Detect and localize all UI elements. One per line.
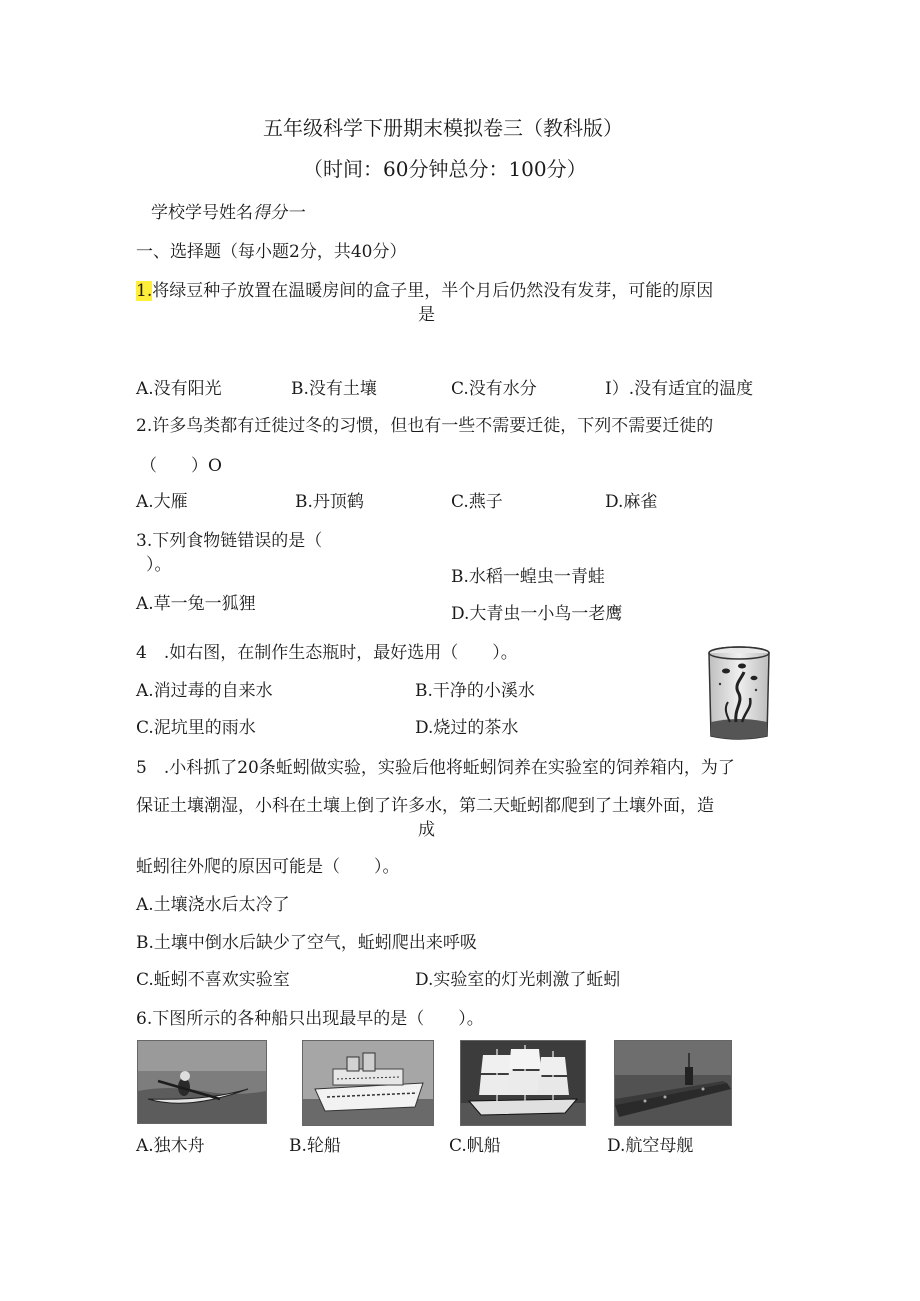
q6-option-b: B.轮船 (289, 1136, 341, 1156)
question-5-line3: 蚯蚓往外爬的原因可能是（ ）。 (136, 857, 400, 877)
q6-option-a: A.独木舟 (136, 1136, 205, 1156)
q5-option-b: B.土壤中倒水后缺少了空气，蚯蚓爬出来呼吸 (136, 933, 477, 953)
question-1-text: 将绿豆种子放置在温暖房间的盒子里，半个月后仍然没有发芽，可能的原因 (152, 281, 714, 301)
score-field: 得分一 (253, 203, 304, 223)
q4-option-b: B.干净的小溪水 (415, 681, 535, 701)
q2-option-b: B.丹顶鹤 (295, 492, 364, 512)
info-line (151, 205, 304, 222)
question-6-text: 6.下图所示的各种船只出现最早的是（ ）。 (136, 1009, 484, 1029)
steamship-image (302, 1040, 434, 1126)
question-5-line2: 保证土壤潮湿，小科在土壤上倒了许多水，第二天蚯蚓都爬到了土壤外面，造 (136, 796, 714, 816)
q4-option-c: C.泥坑里的雨水 (136, 718, 256, 738)
q1-option-b: B.没有土壤 (291, 379, 377, 399)
canoe-image (137, 1040, 267, 1124)
question-1-number: 1. (136, 281, 153, 301)
q3-option-d: D.大青虫一小鸟一老鹰 (451, 604, 623, 624)
q3-option-a: A.草一兔一狐狸 (136, 594, 256, 614)
question-3-text: 3.下列食物链错误的是（ (136, 531, 323, 551)
q4-option-d: D.烧过的茶水 (415, 718, 519, 738)
q2-option-d: D.麻雀 (605, 492, 658, 512)
aircraft-carrier-image (614, 1040, 732, 1126)
question-3-text-cont: ）。 (146, 555, 172, 575)
q5-option-c: C.蚯蚓不喜欢实验室 (136, 970, 290, 990)
question-4-text: 4 .如右图，在制作生态瓶时，最好选用（ ）。 (136, 643, 518, 663)
question-2-text: 2.许多鸟类都有迁徙过冬的习惯，但也有一些不需要迁徙，下列不需要迁徙的 (136, 416, 714, 436)
q5-option-a: A.土壤浇水后太冷了 (136, 895, 290, 915)
q4-option-a: A.消过毒的自来水 (136, 681, 273, 701)
q2-option-c: C.燕子 (451, 492, 503, 512)
question-1 (136, 283, 713, 300)
q6-option-d: D.航空母舰 (607, 1136, 694, 1156)
q1-option-a: A.没有阳光 (136, 379, 222, 399)
sailing-ship-image (460, 1040, 586, 1126)
info-fields: 学校学号姓名 (151, 203, 253, 223)
question-5-line1: 5 .小科抓了20条蚯蚓做实验，实验后他将蚯蚓饲养在实验室的饲养箱内，为了 (136, 758, 735, 778)
q2-option-a: A.大雁 (136, 492, 188, 512)
q5-option-d: D.实验室的灯光刺激了蚯蚓 (415, 970, 621, 990)
section-heading: 一、选择题（每小题2分，共40分） (136, 242, 407, 262)
q6-option-c: C.帆船 (449, 1136, 501, 1156)
question-2-blank: （ ）O (140, 456, 222, 476)
q1-option-d: I）.没有适宜的温度 (605, 379, 754, 399)
eco-bottle-image (706, 644, 772, 742)
q3-option-b: B.水稻一蝗虫一青蛙 (451, 567, 605, 587)
question-1-text-cont: 是 (418, 305, 435, 325)
q1-option-c: C.没有水分 (451, 379, 537, 399)
question-5-line2-cont: 成 (418, 820, 435, 840)
page-title: 五年级科学下册期末模拟卷三（教科版） (263, 116, 623, 140)
page-subtitle: （时间：60分钟总分：100分） (303, 157, 587, 181)
